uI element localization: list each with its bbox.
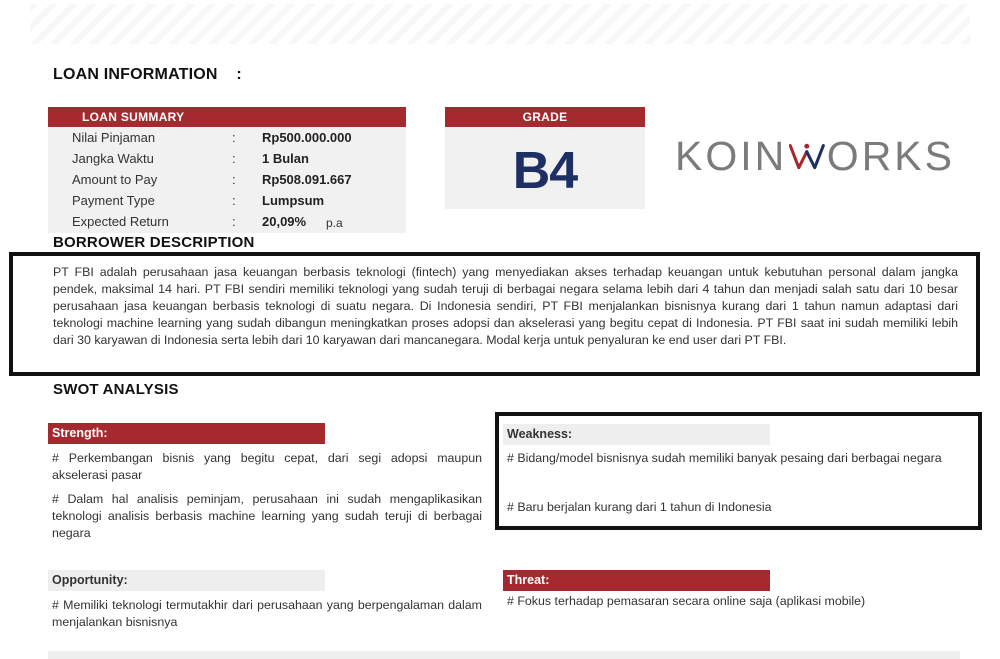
threat-label: Threat: bbox=[503, 570, 770, 591]
strength-item: # Perkembangan bisnis yang begitu cepat, dari segi adopsi maupun akselerasi pasar bbox=[52, 451, 482, 482]
summary-value: Rp500.000.000 bbox=[262, 130, 352, 145]
logo-text-right: ORKS bbox=[826, 132, 955, 179]
summary-value: 1 Bulan bbox=[262, 151, 309, 166]
borrower-description-box bbox=[9, 252, 980, 376]
header-decorative-pattern bbox=[30, 4, 970, 44]
opportunity-label: Opportunity: bbox=[48, 570, 325, 591]
koinworks-logo bbox=[675, 128, 955, 184]
loan-summary-panel bbox=[48, 107, 406, 233]
weakness-label: Weakness: bbox=[503, 424, 770, 445]
weakness-item: # Baru berjalan kurang dari 1 tahun di Indonesia bbox=[507, 500, 772, 514]
summary-value: Lumpsum bbox=[262, 193, 325, 208]
strength-item: # Dalam hal analisis peminjam, perusahaan ini sudah mengaplikasikan teknologi analisis berbasis machine learning yang sudah teruji di berbagai negara bbox=[52, 492, 482, 540]
summary-row-payment-type bbox=[48, 191, 406, 212]
summary-label: Amount to Pay bbox=[72, 172, 158, 187]
grade-panel bbox=[445, 107, 645, 209]
loan-summary-title: LOAN SUMMARY bbox=[48, 107, 406, 127]
summary-row-term bbox=[48, 149, 406, 170]
weakness-item: # Bidang/model bisnisnya sudah memiliki banyak pesaing dari berbagai negara bbox=[507, 451, 942, 465]
summary-colon: : bbox=[232, 151, 236, 166]
opportunity-item: # Memiliki teknologi termutakhir dari perusahaan yang berpengalaman dalam menjalankan bisnisnya bbox=[52, 598, 482, 629]
summary-colon: : bbox=[232, 193, 236, 208]
threat-item: # Fokus terhadap pemasaran secara online saja (aplikasi mobile) bbox=[507, 594, 866, 608]
grade-title: GRADE bbox=[445, 107, 645, 127]
loan-information-heading bbox=[53, 66, 242, 84]
loan-information-title: LOAN INFORMATION bbox=[53, 66, 218, 83]
summary-row-loan-amount bbox=[48, 128, 406, 149]
grade-value: B4 bbox=[512, 142, 578, 200]
summary-row-amount-to-pay bbox=[48, 170, 406, 191]
koinworks-w-mark-icon bbox=[789, 133, 825, 179]
summary-label: Expected Return bbox=[72, 214, 169, 229]
summary-colon: : bbox=[232, 214, 236, 229]
summary-label: Payment Type bbox=[72, 193, 155, 208]
summary-label: Jangka Waktu bbox=[72, 151, 154, 166]
loan-information-colon: : bbox=[236, 66, 242, 83]
footer-bar bbox=[48, 651, 960, 659]
strength-label: Strength: bbox=[48, 423, 325, 444]
summary-value: Rp508.091.667 bbox=[262, 172, 352, 187]
summary-row-expected-return bbox=[48, 212, 406, 233]
summary-value: 20,09% bbox=[262, 214, 307, 229]
borrower-description-text: PT FBI adalah perusahaan jasa keuangan berbasis teknologi (fintech) yang menyediakan akses terhadap keuangan untuk kebutuhan personal dalam jangka pendek, maksimal 14 hari. PT FBI sendiri memiliki teknologi yang sudah teruji di berbagai negara selama lebih dari 4 tahun dan menjadi salah satu dari 10 besar perusahaan jasa keuangan berbasis teknologi di suatu negara. Di Indonesia sendiri, PT FBI menjalankan bisnisnya kurang dari 1 tahun namun adaptasi dari teknologi machine learning yang sudah dibangun meningkatkan proses adopsi dan akselerasi yang begitu cepat di Indonesia. PT FBI saat ini sudah memiliki lebih dari 30 karyawan di Indonesia serta lebih dari 10 karyawan dari mancanegara. Modal kerja untuk penyaluran ke end user dari PT FBI. bbox=[53, 265, 958, 347]
summary-label: Nilai Pinjaman bbox=[72, 130, 156, 145]
summary-unit: p.a bbox=[326, 216, 343, 230]
summary-colon: : bbox=[232, 172, 236, 187]
summary-colon: : bbox=[232, 130, 236, 145]
borrower-description-heading: BORROWER DESCRIPTION bbox=[53, 234, 255, 251]
logo-text-left: KOIN bbox=[675, 132, 788, 179]
swot-analysis-heading: SWOT ANALYSIS bbox=[53, 381, 179, 398]
